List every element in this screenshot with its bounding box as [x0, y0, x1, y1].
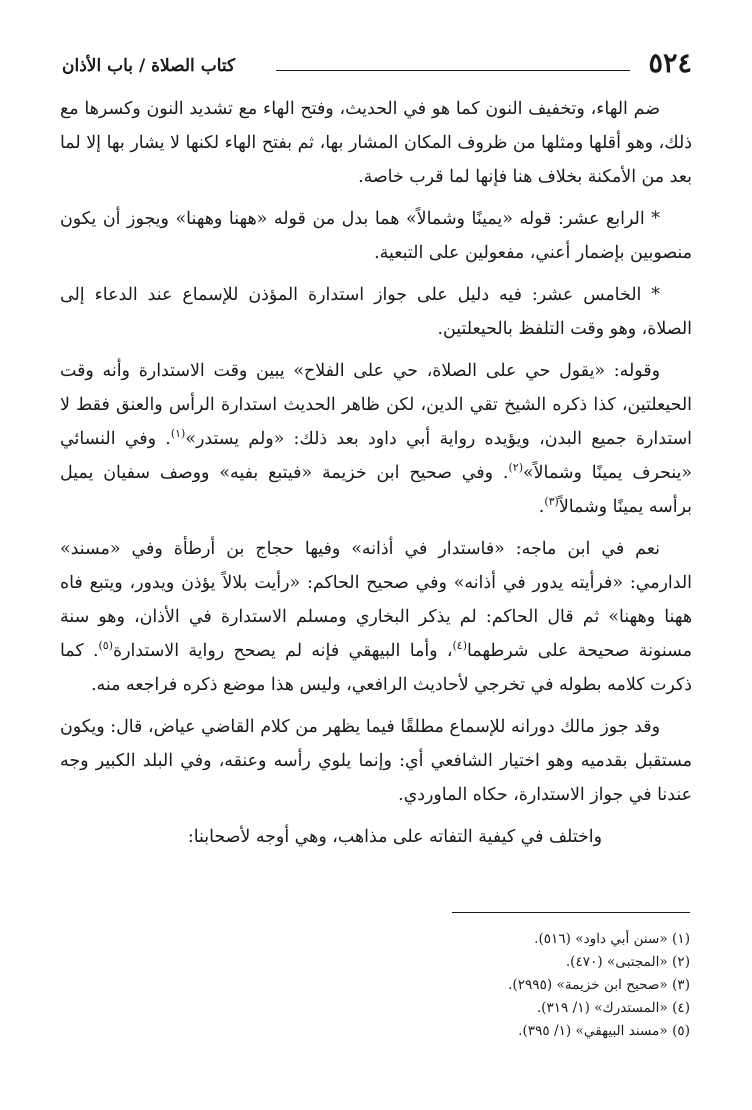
paragraph-text: نعم في ابن ماجه: «فاستدار في أذانه» وفيها حجاج بن أرطأة وفي «مسند» الدارمي: «فرأيته يدور في أذانه» وفي صحيح الحاكم: «رأيت بلالاً يؤذن ويدور، ويتبع فاه ههنا وههنا» ثم قال الحاكم: لم يذكر البخاري ومسلم الاستدارة في الأذان، وهو سنة مسنونة صحيحة على شرطهما — [60, 539, 692, 661]
paragraph-text: ، وأما البيهقي فإنه لم يصحح رواية الاستدارة — [113, 641, 453, 661]
page-number: ٥٢٤ — [648, 48, 692, 79]
page-header — [62, 46, 692, 86]
footnote-ref: (٤) — [452, 639, 467, 653]
footnote: (٥) «مسند البيهقي» (١/ ٣٩٥). — [518, 1023, 690, 1039]
running-head: كتاب الصلاة / باب الأذان — [62, 56, 236, 76]
footnote-rule — [452, 912, 690, 913]
paragraph-text: . كما ذكرت كلامه بطوله في تخرجي لأحاديث الرافعي، وليس هذا موضع ذكره فراجعه منه. — [60, 641, 692, 695]
paragraph-text: . وفي النسائي «ينحرف يمينًا وشمالاً» — [60, 429, 693, 483]
paragraph: وقد جوز مالك دورانه للإسماع مطلقًا فيما يظهر من كلام القاضي عياض، قال: ويكون مستقبل بقدميه وهو اختيار الشافعي أي: وإنما يلوي رأسه وعنقه، وفي البلد الكبير وجه عندنا في جواز الاستدارة، حكاه الماوردي. — [60, 717, 692, 805]
footnote-ref: (٢) — [508, 461, 523, 475]
footnote: (١) «سنن أبي داود» (٥١٦). — [534, 931, 690, 947]
paragraph: ضم الهاء، وتخفيف النون كما هو في الحديث، وفتح الهاء مع تشديد النون وكسرها مع ذلك، وهو أقلها ومثلها من ظروف المكان المشار بها، ثم بفتح الهاء لكنها لا يشار بها إلا لما بعد من الأمكنة بخلاف هنا فإنها لما قرب خاصة. — [60, 99, 692, 187]
paragraph-text: . وفي صحيح ابن خزيمة «فيتبع بفيه» ووصف سفيان يميل برأسه يمينًا وشمالاً — [60, 463, 692, 517]
paragraph: * الخامس عشر: فيه دليل على جواز استدارة المؤذن للإسماع عند الدعاء إلى الصلاة، وهو وقت التلفظ بالحيعلتين. — [60, 285, 692, 339]
paragraph: * الرابع عشر: قوله «يمينًا وشمالاً» هما بدل من قوله «ههنا وههنا» ويجوز أن يكون منصوبين بإضمار أعني، مفعولين على التبعية. — [60, 209, 692, 263]
footnote-ref: (٣) — [544, 495, 559, 509]
paragraph-text: وقوله: «يقول حي على الصلاة، حي على الفلاح» يبين وقت الاستدارة وأنه وقت الحيعلتين، كذا ذكره الشيخ تقي الدين، لكن ظاهر الحديث استدارة الرأس والعنق فقط لا استدارة جميع البدن، ويؤيده رواية أبي داود بعد ذلك: «ولم يستدر» — [60, 361, 692, 449]
header-rule — [276, 70, 630, 71]
paragraph — [60, 354, 692, 524]
footnotes — [60, 928, 690, 1043]
footnote-ref: (١) — [170, 427, 186, 441]
paragraph — [60, 532, 692, 702]
footnote: (٢) «المجتبى» (٤٧٠). — [565, 954, 690, 970]
footnote: (٤) «المستدرك» (١/ ٣١٩). — [536, 1000, 690, 1016]
paragraph-text: . — [538, 497, 545, 517]
paragraph: واختلف في كيفية التفاته على مذاهب، وهي أوجه لأصحابنا: — [187, 827, 602, 847]
footnote: (٣) «صحيح ابن خزيمة» (٢٩٩٥). — [508, 977, 690, 993]
footnote-ref: (٥) — [98, 639, 113, 653]
body-text — [60, 92, 692, 862]
